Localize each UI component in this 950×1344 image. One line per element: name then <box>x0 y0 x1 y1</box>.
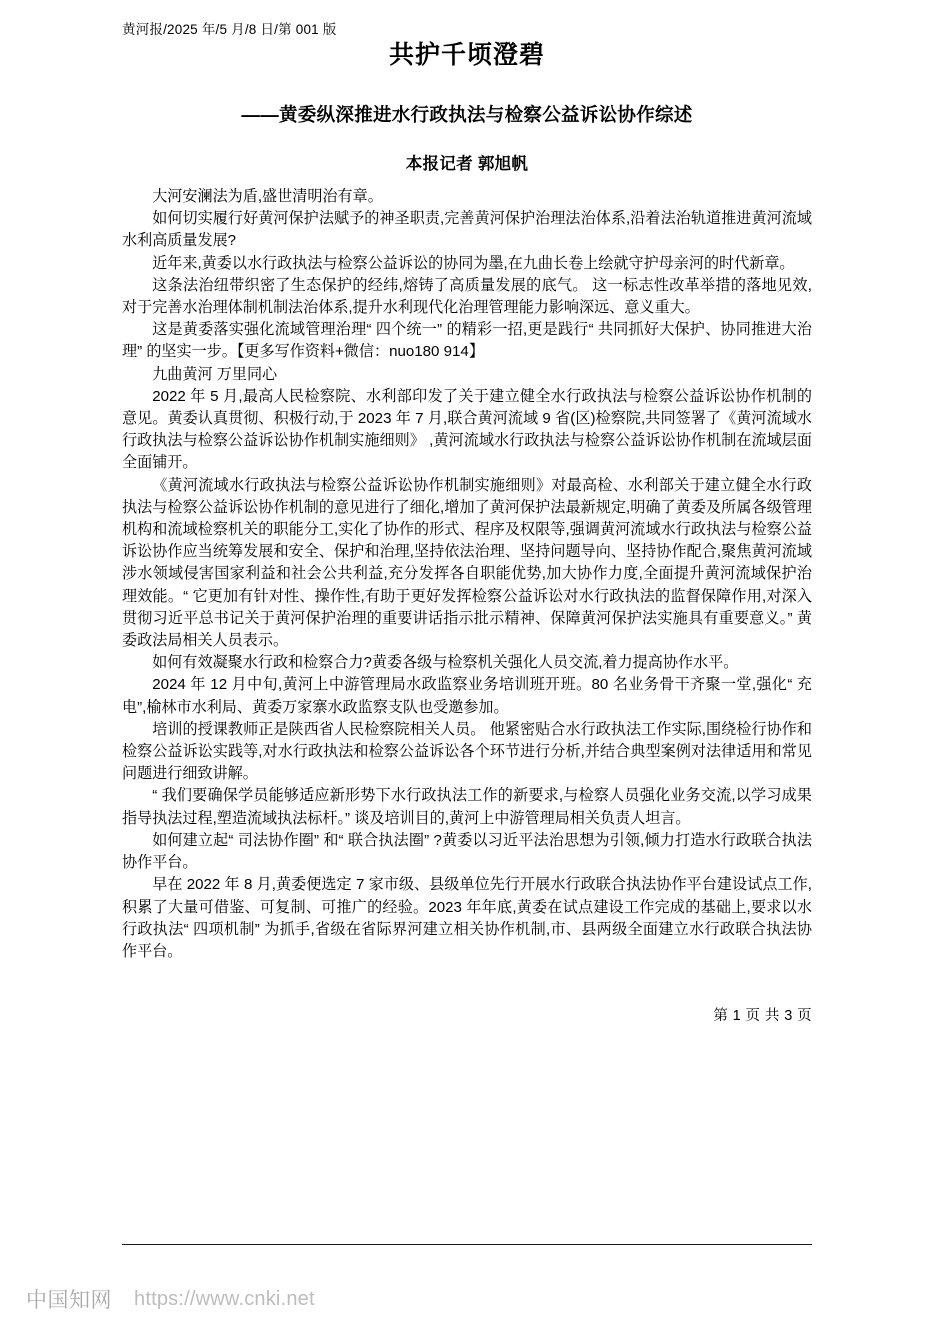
article-paragraph: 2024 年 12 月中旬,黄河上中游管理局水政监察业务培训班开班。80 名业务骨干齐聚一堂,强化“ 充电”,榆林市水利局、黄委万家寨水政监察支队也受邀参加。 <box>122 676 812 716</box>
byline: 本报记者 郭旭帆 <box>405 155 529 173</box>
cnki-url-text: https://www.cnki.net <box>134 1287 315 1310</box>
article-paragraph: 培训的授课教师正是陕西省人民检察院相关人员。 他紧密贴合水行政执法工作实际,围绕检行协作和检察公益诉讼实践等,对水行政执法和检察公益诉讼各个环节进行分析,并结合典型案例对法律适用和常见问题进行细致讲解。 <box>122 720 812 783</box>
cnki-watermark <box>26 1284 315 1314</box>
title-block <box>122 38 812 176</box>
page-subtitle: ——黄委纵深推进水行政执法与检察公益诉讼协作综述 <box>241 104 693 125</box>
article-paragraph: 大河安澜法为盾,盛世清明治有章。 <box>152 188 383 205</box>
article-paragraph: 如何建立起“ 司法协作圈” 和“ 联合执法圈” ?黄委以习近平法治思想为引领,倾力打造水行政联合执法协作平台。 <box>122 831 812 872</box>
article-paragraph: 这条法治纽带织密了生态保护的经纬,熔铸了高质量发展的底气。 这一标志性改革举措的落地见效,对于完善水治理体制机制法治体系,提升水利现代化治理管理能力影响深远、意义重大。 <box>122 276 812 317</box>
page-number-indicator: 第 1 页 共 3 页 <box>713 1008 812 1024</box>
footer-divider <box>122 1244 812 1245</box>
article-paragraph: 如何切实履行好黄河保护法赋予的神圣职责,完善黄河保护治理法治体系,沿着法治轨道推进黄河流域水利高质量发展? <box>122 210 812 250</box>
article-paragraph: “ 我们要确保学员能够适应新形势下水行政执法工作的新要求,与检察人员强化业务交流,以学习成果指导执法过程,塑造流域执法标杆。” 谈及培训目的,黄河上中游管理局相关负责人坦言。 <box>122 787 812 827</box>
article-paragraph: 早在 2022 年 8 月,黄委便选定 7 家市级、县级单位先行开展水行政联合执法协作平台建设试点工作,积累了大量可借鉴、可复制、可推广的经验。2023 年年底,黄委在试点建设工作完成的基础上,要求以水行政执法“ 四项机制” 为抓手,省级在省际界河建立相关协作机制,市、县两级全面建立水行政联合执法协作平台。 <box>122 876 812 960</box>
article-paragraph: 《黄河流域水行政执法与检察公益诉讼协作机制实施细则》对最高检、水利部关于建立健全水行政执法与检察公益诉讼协作机制的意见进行了细化,增加了黄河保护法最新规定,明确了黄委及所属各级管理机构和流域检察机关的职能分工,实化了协作的形式、程序及权限等,强调黄河流域水行政执法与检察公益诉讼协作应当统筹发展和安全、保护和治理,坚持依法治理、坚持问题导向、坚持协作配合,聚焦黄河流域涉水领域侵害国家利益和社会公共利益,充分发挥各自职能优势,加大协作力度,全面提升黄河流域保护治理效能。“ 它更加有针对性、操作性,有助于更好发挥检察公益诉讼对水行政执法的监督保障作用,对深入贯彻习近平总书记关于黄河保护治理的重要讲话指示批示精神、保障黄河保护法实施具有重要意义。” 黄委政法局相关人员表示。 <box>122 476 812 650</box>
article-paragraph: 九曲黄河 万里同心 <box>152 365 278 383</box>
article-body <box>122 186 812 963</box>
article-paragraph: 如何有效凝聚水行政和检察合力?黄委各级与检察机关强化人员交流,着力提高协作水平。 <box>152 654 739 672</box>
page-title: 共护千顷澄碧 <box>388 41 545 69</box>
article-paragraph: 近年来,黄委以水行政执法与检察公益诉讼的协同为墨,在九曲长卷上绘就守护母亲河的时代新章。 <box>152 254 795 272</box>
article-paragraph: 这是黄委落实强化流域管理治理“ 四个统一” 的精彩一招,更是践行“ 共同抓好大保护、协同推进大治理” 的坚实一步。【更多写作资料+微信：nuo180 914】 <box>122 321 812 361</box>
article-paragraph: 2022 年 5 月,最高人民检察院、水利部印发了关于建立健全水行政执法与检察公益诉讼协作机制的意见。黄委认真贯彻、积极行动,于 2023 年 7 月,联合黄河流域 9 省(区)检察院,共同签署了《黄河流域水行政执法与检察公益诉讼协作机制实施细则》 ,黄河流域水行政执法与检察公益诉讼协作机制在流域层面全面铺开。 <box>122 387 812 472</box>
masthead-source-line: 黄河报/2025 年/5 月/8 日/第 001 版 <box>122 22 337 37</box>
cnki-logo-text: 中国知网 <box>26 1289 112 1312</box>
